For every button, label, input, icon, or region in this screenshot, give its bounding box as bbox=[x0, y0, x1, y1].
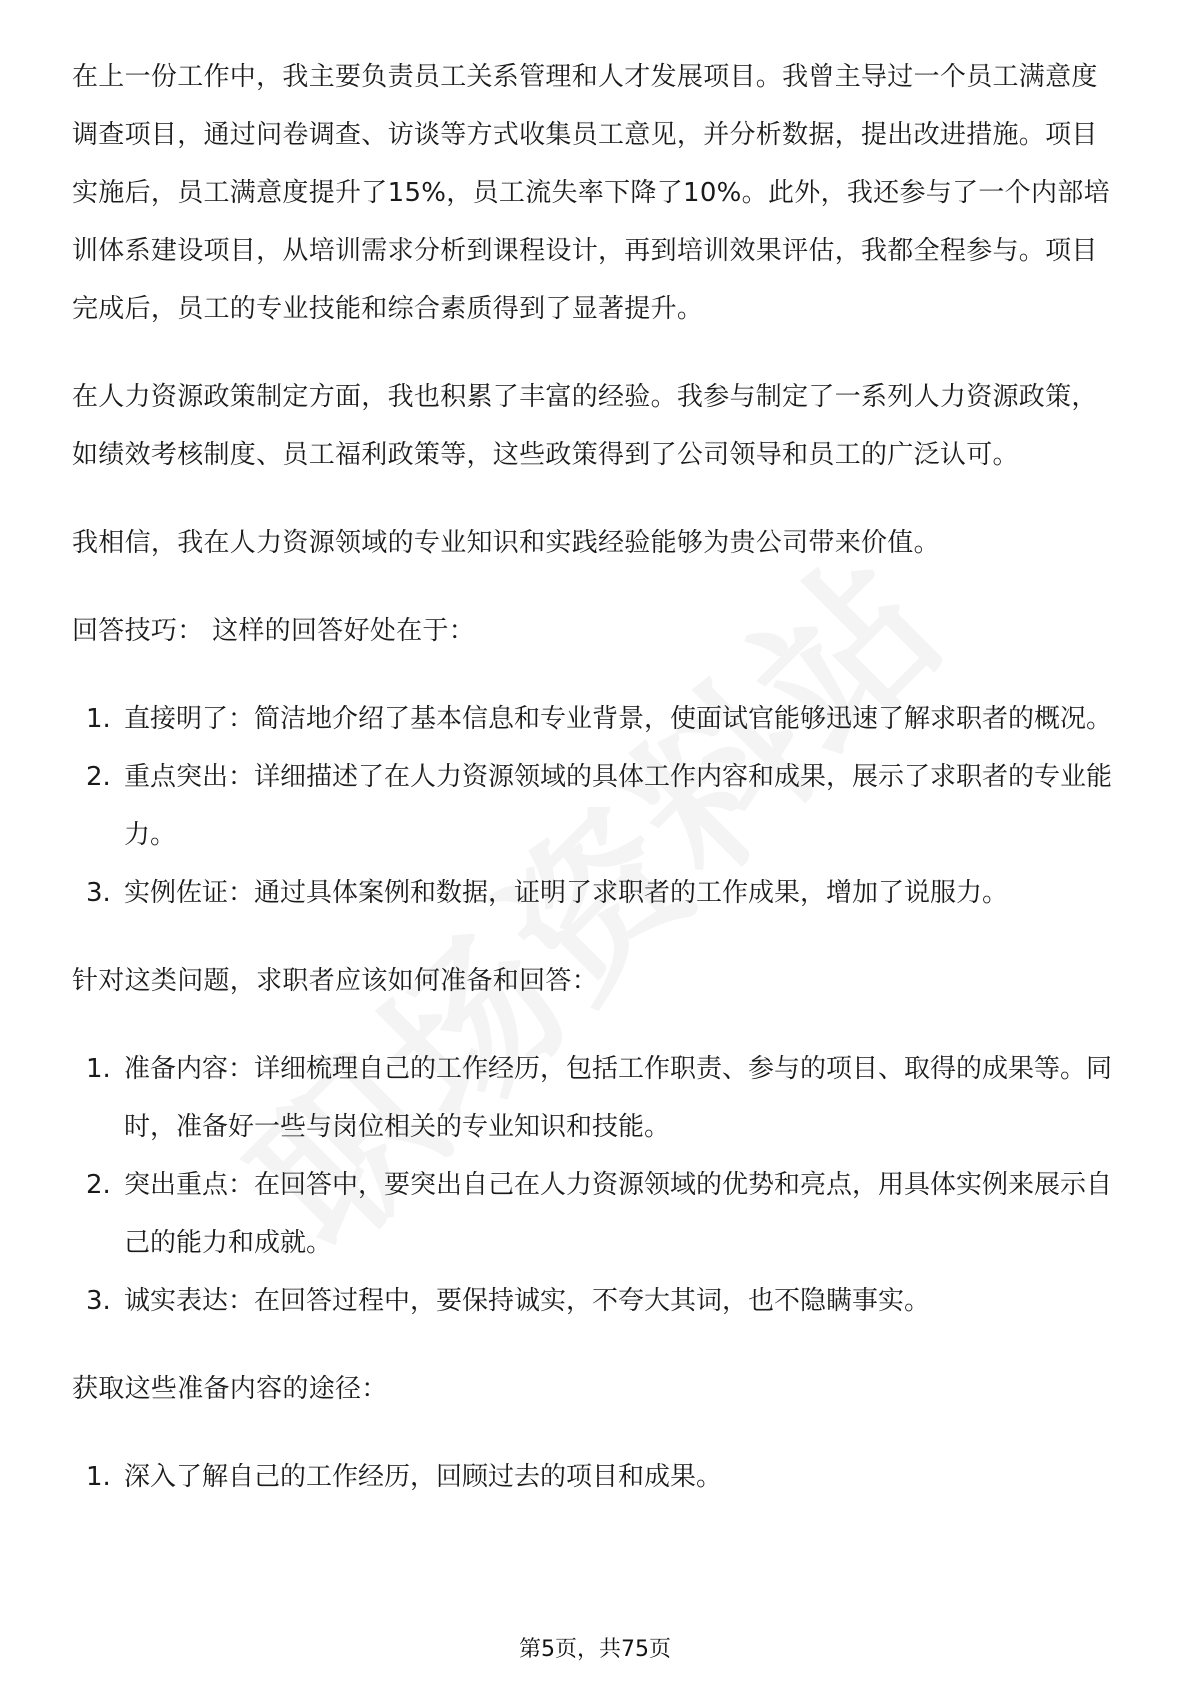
list-number: 1. bbox=[86, 1462, 111, 1492]
prep-list bbox=[72, 1040, 1122, 1330]
list-number: 3. bbox=[86, 878, 111, 908]
list-item-text: 准备内容：详细梳理自己的工作经历，包括工作职责、参与的项目、取得的成果等。同时，准备好一些与岗位相关的专业知识和技能。 bbox=[124, 1054, 1113, 1142]
list-item-text: 实例佐证：通过具体案例和数据，证明了求职者的工作成果，增加了说服力。 bbox=[124, 878, 1009, 908]
document-body bbox=[72, 48, 1122, 1536]
paragraph-work-experience: 在上一份工作中，我主要负责员工关系管理和人才发展项目。我曾主导过一个员工满意度调查项目，通过问卷调查、访谈等方式收集员工意见，并分析数据，提出改进措施。项目实施后，员工满意度提升了15%，员工流失率下降了10%。此外，我还参与了一个内部培训体系建设项目，从培训需求分析到课程设计，再到培训效果评估，我都全程参与。项目完成后，员工的专业技能和综合素质得到了显著提升。 bbox=[72, 62, 1110, 324]
list-item-text: 重点突出：详细描述了在人力资源领域的具体工作内容和成果，展示了求职者的专业能力。 bbox=[124, 762, 1113, 850]
source-heading: 获取这些准备内容的途径： bbox=[72, 1374, 388, 1404]
list-item bbox=[72, 1156, 1122, 1272]
tips-list bbox=[72, 690, 1122, 922]
list-item bbox=[72, 1040, 1122, 1156]
list-item bbox=[72, 748, 1122, 864]
paragraph-policy-experience: 在人力资源政策制定方面，我也积累了丰富的经验。我参与制定了一系列人力资源政策，如绩效考核制度、员工福利政策等，这些政策得到了公司领导和员工的广泛认可。 bbox=[72, 382, 1098, 470]
list-item-text: 直接明了：简洁地介绍了基本信息和专业背景，使面试官能够迅速了解求职者的概况。 bbox=[124, 704, 1113, 734]
list-number: 1. bbox=[86, 1054, 111, 1084]
source-list bbox=[72, 1448, 1122, 1506]
list-item-text: 深入了解自己的工作经历，回顾过去的项目和成果。 bbox=[124, 1462, 723, 1492]
list-item-text: 突出重点：在回答中，要突出自己在人力资源领域的优势和亮点，用具体实例来展示自己的能力和成就。 bbox=[124, 1170, 1113, 1258]
list-number: 3. bbox=[86, 1286, 111, 1316]
paragraph-value-statement: 我相信，我在人力资源领域的专业知识和实践经验能够为贵公司带来价值。 bbox=[72, 528, 940, 558]
list-item bbox=[72, 1448, 1122, 1506]
list-number: 2. bbox=[86, 1170, 111, 1200]
list-item bbox=[72, 864, 1122, 922]
list-item-text: 诚实表达：在回答过程中，要保持诚实，不夸大其词，也不隐瞒事实。 bbox=[124, 1286, 931, 1316]
list-item bbox=[72, 1272, 1122, 1330]
list-number: 1. bbox=[86, 704, 111, 734]
page-number: 第5页，共75页 bbox=[519, 1637, 671, 1662]
prep-heading: 针对这类问题，求职者应该如何准备和回答： bbox=[72, 966, 599, 996]
list-number: 2. bbox=[86, 762, 111, 792]
tips-heading: 回答技巧： 这样的回答好处在于： bbox=[72, 616, 476, 646]
list-item bbox=[72, 690, 1122, 748]
